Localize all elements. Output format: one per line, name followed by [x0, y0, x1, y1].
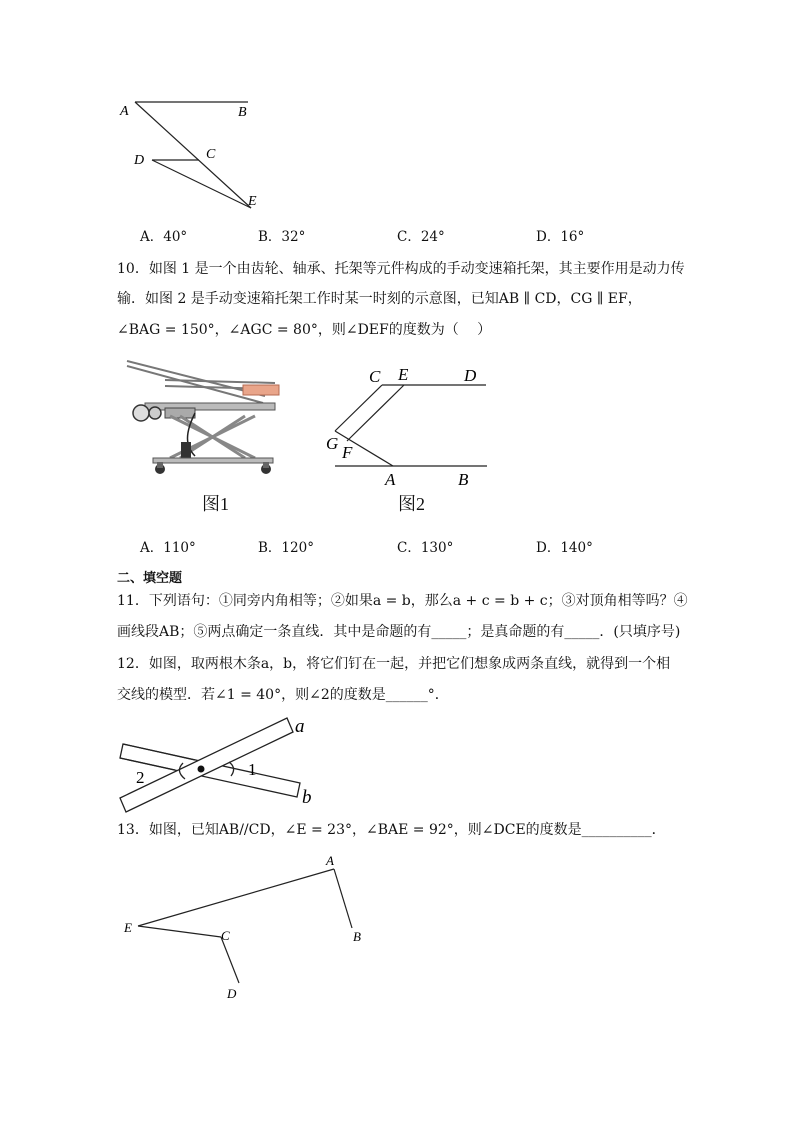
- q12-label-a: a: [295, 716, 305, 737]
- q13-figure: [118, 850, 378, 1005]
- q10-fig2-diagram: [320, 363, 495, 493]
- q10-line-cg: [335, 385, 382, 431]
- q10-fig2-label-f: F: [342, 443, 353, 462]
- q9-label-a: A: [120, 104, 129, 119]
- q12-figure: [115, 713, 325, 813]
- q13-label-a: A: [326, 853, 334, 868]
- q10-line-ef: [347, 385, 404, 441]
- q13-label-d: D: [227, 986, 237, 1001]
- q11-text-line2: 画线段AB；⑤两点确定一条直线．其中是命题的有_____；是真命题的有_____．(只填序号): [117, 624, 681, 640]
- q9-option-b[interactable]: B．32°: [258, 229, 306, 245]
- q9-option-d[interactable]: D．16°: [536, 229, 585, 245]
- q12-nail-dot: [198, 766, 205, 773]
- q10-text-line3: ∠BAG = 150°，∠AGC = 80°，则∠DEF的度数为（ ）: [117, 322, 492, 338]
- q9-label-d: D: [134, 153, 145, 168]
- q12-text-line1: 12．如图，取两根木条a，b，将它们钉在一起，并把它们想象成两条直线，就得到一个相: [117, 656, 671, 672]
- q9-segment-de: [152, 160, 251, 208]
- q12-strip-a: [120, 718, 293, 812]
- q10-bracket-photo: [125, 358, 285, 480]
- q13-label-b: B: [353, 929, 361, 944]
- q13-text-line1: 13．如图，已知AB//CD，∠E = 23°，∠BAE = 92°，则∠DCE的度数是__________．: [117, 822, 666, 838]
- q10-fig2-label-d: D: [464, 366, 477, 385]
- q10-option-b[interactable]: B．120°: [258, 540, 314, 556]
- q10-text-line2: 输．如图 2 是手动变速箱托架工作时某一时刻的示意图，已知AB ∥ CD，CG ∥ EF，: [117, 291, 642, 307]
- q12-label-b: b: [302, 787, 312, 808]
- q10-fig2-caption: 图2: [398, 494, 425, 514]
- q10-fig1-caption: 图1: [202, 494, 229, 514]
- q13-label-c: C: [221, 928, 230, 943]
- q13-segment-ec: [138, 926, 221, 937]
- q10-fig2-label-b: B: [458, 470, 469, 489]
- q10-fig2-label-c: C: [369, 367, 381, 386]
- q13-segment-ea: [138, 869, 334, 926]
- q9-label-e: E: [248, 194, 257, 209]
- q11-text-line1: 11．下列语句：①同旁内角相等；②如果a = b，那么a + c = b + c；③对顶角相等吗？④: [117, 593, 688, 609]
- q9-segment-ae: [135, 102, 251, 208]
- section-title: 二、填空题: [117, 571, 183, 586]
- q9-label-c: C: [206, 147, 216, 162]
- q10-option-a[interactable]: A．110°: [140, 540, 196, 556]
- q10-option-c[interactable]: C．130°: [397, 540, 454, 556]
- q10-fig2-label-e: E: [398, 365, 409, 384]
- q12-label-1: 1: [248, 760, 257, 779]
- q10-fig2-label-g: G: [326, 434, 339, 453]
- q12-text-line2: 交线的模型．若∠1 = 40°，则∠2的度数是______°．: [117, 687, 449, 703]
- q13-label-e: E: [124, 920, 132, 935]
- q13-segment-ab: [334, 869, 352, 928]
- q9-figure: [115, 95, 275, 215]
- q12-label-2: 2: [136, 768, 145, 787]
- q13-segment-cd: [221, 937, 239, 983]
- q9-option-a[interactable]: A．40°: [140, 229, 188, 245]
- q10-fig2-label-a: A: [385, 470, 396, 489]
- q10-text-line1: 10．如图 1 是一个由齿轮、轴承、托架等元件构成的手动变速箱托架，其主要作用是动力传: [117, 261, 685, 277]
- q9-option-c[interactable]: C．24°: [397, 229, 445, 245]
- q9-label-b: B: [238, 105, 247, 120]
- q10-option-d[interactable]: D．140°: [536, 540, 593, 556]
